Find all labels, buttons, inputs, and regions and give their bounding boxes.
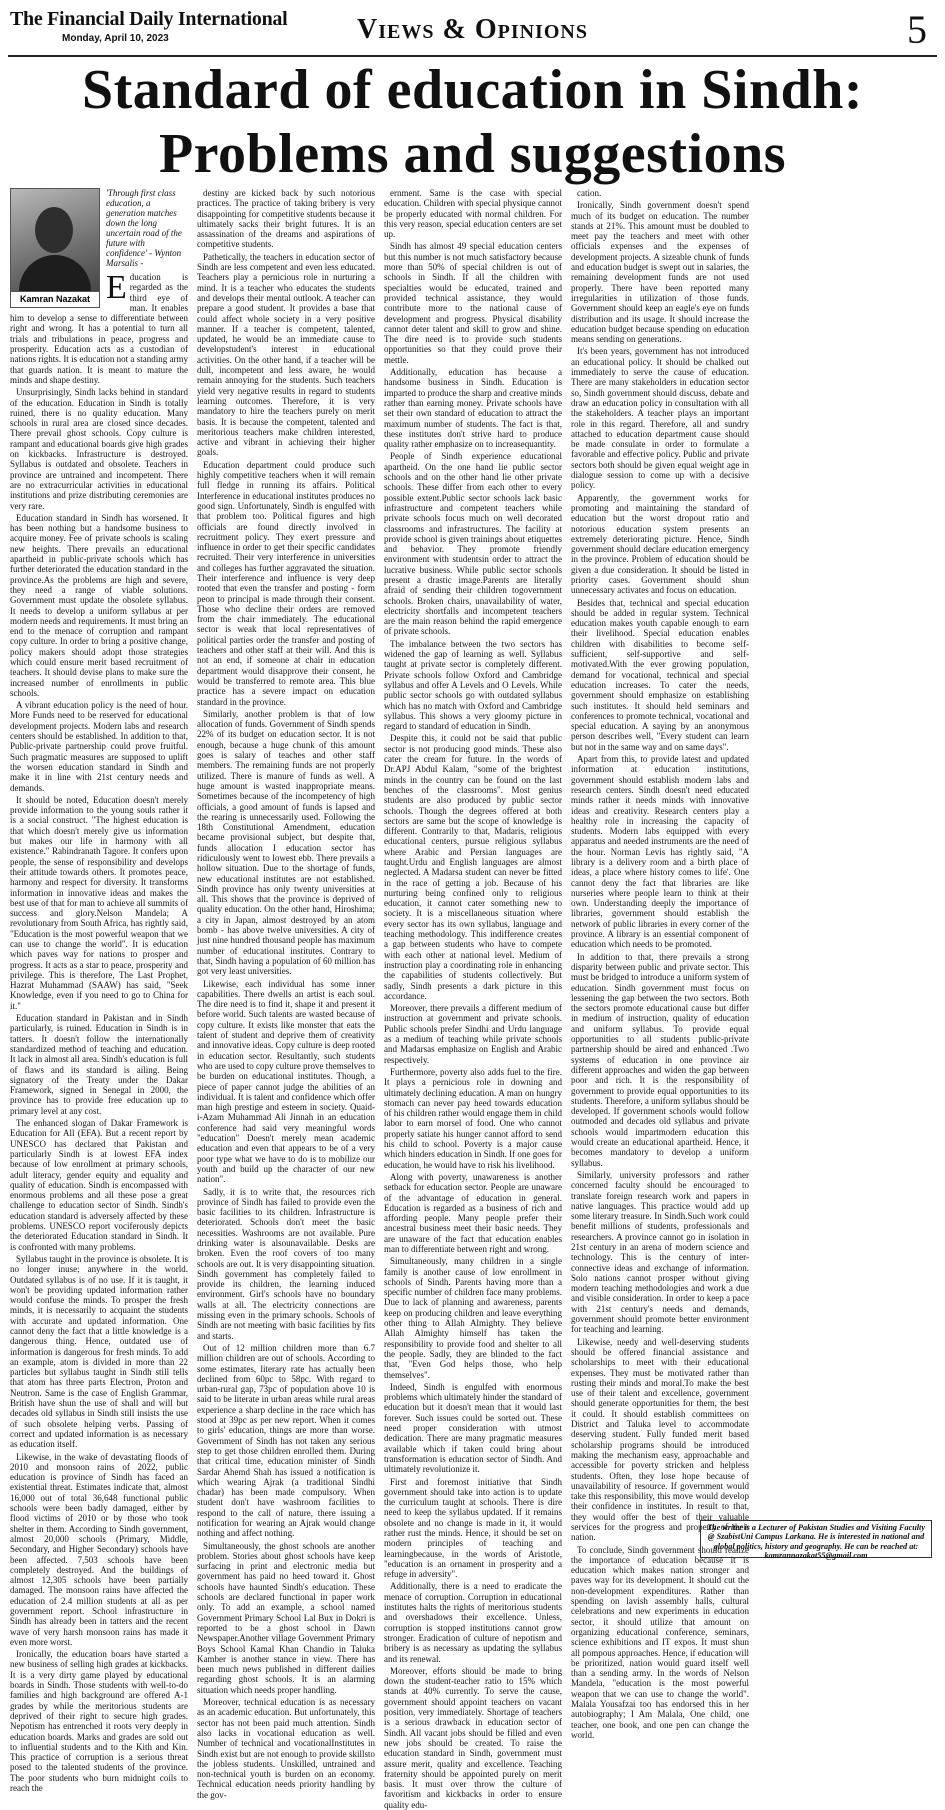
newspaper-name: The Financial Daily International bbox=[10, 8, 288, 30]
paragraph: ernment. Same is the case with special education. Children with special physique cannot be properly educated with normal children. For this very reason, special education centers are set up. bbox=[384, 188, 562, 240]
author-photo bbox=[10, 188, 100, 308]
paragraph: Likewise, each individual has some inner capabilities. There dwells an artist is each soul. The dire need is to find it, shape it and present it before world. Such talents are wasted because of copy culture. It exists like monster that eats the talent of student and deprive them of creativity and innovative ideas. Copy culture is deep rooted in education sector. Resultantly, such students who are used to copy culture prove themselves to be burden on educational institutes. Though, a piece of paper cannot judge the abilities of an individual. It is talent and confidence which offer man high prestige and esteem in society. Quaid-i-Azam Muhammad Ali Jinnah in an education conference had said very meaningful words "education" Doesn't merely mean academic education and even that appears to be of a very poor type what we have to do is to mobilize our youth and build up the character of our new nation". bbox=[197, 978, 375, 1185]
issue-date: Monday, April 10, 2023 bbox=[62, 33, 169, 44]
paragraph: Education standard in Pakistan and in Sindh particularly, is ruined. Education in Sindh is in tatters. It doesn't follow the internationally standardized method of teaching and education. It lack in almost all area. Sindh's education is full of flaws and its standard is ailing. Being signatory of the Treaty under the Dakar Framework, signed in Senegal in 2000, the province has to provide free education up to primary level at any cost. bbox=[10, 1013, 188, 1116]
paragraph: Syllabus taught in the province is obsolete. It is no longer inuse; anywhere in the world. Outdated syllabus is of no use. If it is taught, it won't be providing updated information rather would confuse the minds. To prosper the fresh minds, it is necessarily to acquaint the students with accurate and updated information. One cannot deny the fact that a little knowledge is a dangerous thing. Hence, outdated use of information is dangerous for fresh minds. To add an example, atom is divided in more than 22 particles but syllabus taught in Sindh still tells that atom has three parts Electron, Proton and Neutron. Same is the case of English Grammar, British have shun the use of shall and will but decades old syllabus in Sindh still insists the use of such obsolete helping verbs. Passing of correct and updated information is as necessary as education itself. bbox=[10, 1253, 188, 1450]
article-column-3 bbox=[384, 188, 562, 1810]
paragraph: Unsurprisingly, Sindh lacks behind in standard of the education. Education in Sindh is totally ruined, there is no quality education. Many schools in rural area are closed since decades. There prevail ghost schools. Copy culture is rampant and educational boards give high grades on kickbacks. Infrastructure is destroyed. Syllabus is outdated and obsolete. Teachers in province are untrained and incompetent. There are no extracurricular activities in educational institutions and prize distributing ceremonies are very rare. bbox=[10, 387, 188, 511]
section-title: Views & Opinions bbox=[357, 14, 588, 45]
author-photo-head bbox=[35, 207, 73, 253]
article-column-1 bbox=[10, 188, 188, 1794]
paragraph: Additionally, education has because a handsome business in Sindh. Education is imparted to produce the sharp and creative minds rather than earning money. Private schools have set their own standard of education to attract the maximum number of students. The fact is that, these institutes don't strive hard to produce quality rather emphasize on to increasequantity. bbox=[384, 367, 562, 450]
paragraph: Likewise, needy and well-deserving students should be offered financial assistance and scholarships to meet with their educational expenses. They must be motivated rather than rusting their minds and moral.To make the best use of their talent and excellence, government should generate opportunities for them, the best it could. It should establish committees on District and Taluka level to accommodate deserving student. Fully funded merit based scholarship programs should be introduced making the mechanism easy, approachable and accessible for poverty stricken and helpless students. Often, they lose hope because of unavailability of resource. If government would take this responsibility, this move would develop their confidence in institutes. In result to that, they would offer the best of their valuable services for the progress and property of their nation. bbox=[571, 1336, 749, 1543]
paragraph: To conclude, Sindh government should realize the importance of education because it is education which makes nation stronger and paves way for its development. It should cut the non-development expenditures. Rather than spending on lavish assembly halls, cultural celebrations and new experiments in education sector, it should utilize that amount on organizing educational conference, seminars, science exhibitions and IT expos. It must shun all pompous approaches. Hence, if education will be prioritized, nation would guard itself well than a sending army. In the words of Nelson Mandela, "education is the most powerful weapon that we can use to change the world". Malala Yousafzai too has endorsed this in her autobiography; I Am Malala, One child, one teacher, one book, and one pen can change the world. bbox=[571, 1544, 749, 1740]
paragraph: Despite this, it could not be said that public sector is not producing good minds. These also cater the cream for future. In the words of Dr.APJ Abdul Kalam, "some of the brightest minds in the country can be found on the last benches of the classrooms". Most genius students are also produced by public sector schools. Though the degrees offered at both sectors are same but the scope of knowledge is different. Contrarily to that, Madaris, religious educational centers, pursue religious syllabus where Arabic and Persian languages are taught.Urdu and English languages are almost neglected. A Madarsa student can never be fitted in the race of getting a job. Because of his nurturing being confined only to religious education, it cannot cater something new to society. It is a miscellaneous situation where every sector has its own syllabus, language and teaching methodology. This indifference creates a gap between students who have to compete with each other at national level. Medium of instruction play a coordinating role in enhancing the capabilities of students collectively. But sadly, Sindh presents a dark picture in this accordance. bbox=[384, 733, 562, 1001]
column-paragraphs bbox=[571, 188, 749, 1740]
paragraph: Similarly, university professors and rather concerned faculty should be encouraged to translate foreign research work and papers in native languages. This practice would add up some literary treasure. In Sindh.Such work could benefit millions of students, professionals and researchers. A province cannot go in isolation in 21st century in an arena of modern science and technology. This is the century of inter-connective ideas and exchange of information. Solo nations cannot prosper without giving modern teaching methodologies and work a due and visible consideration. In order to keep a pace with 21st century's needs and demands, government should promote better environment for teaching and learning. bbox=[571, 1169, 749, 1335]
article-column-2 bbox=[197, 188, 375, 1800]
paragraph: Moreover, efforts should be made to bring down the student-teacher ratio to 15% which stands at 40% currently. To serve the cause, government should appoint teachers on vacant position, very immediately. Shortage of teachers is a serious drawback in education sector of Sindh. All vacant jobs should be filled and even new jobs should be created. To raise the education standard in Sindh, government must assure merit, quality and excellence. Teaching fraternity should be appointed purely on merit basis. It must over throw the culture of favoritism and kickbacks in order to ensure quality edu- bbox=[384, 1665, 562, 1810]
paragraph: Apparently, the government works for promoting and maintaining the standard of education but the worst dropout ratio and notorious education system presents an extremely deteriorating picture. Hence, Sindh government should declare education emergency in the province. Problem of education should be given a due consideration. It should be listed in priority cases. Government should shun unnecessary activates and focus on education. bbox=[571, 492, 749, 596]
paragraph: Simultaneously, the ghost schools are another problem. Stories about ghost schools have keep surfacing in print and electronic media but government has paid no heed toward it. Ghost schools have haunted Sindh's education. These schools are declared functional in paper work only. To add an example, a school named Government Primary School Lal Bux in Dokri is reported to be a ghost school in Dawn Newspaper.Another village Government Primary Boys School Kamal Khan Chandio in Taluka Kamber is another stance in view. There has been much news published in different dailies regarding ghost schools. It is an alarming situation which needs proper handling. bbox=[197, 1540, 375, 1695]
paragraph: destiny are kicked back by such notorious practices. The practice of taking bribery is very disappointing for competitive students because it ultimately sacks their bright futures. It is an assassination of the dreams and aspirations of competitive students. bbox=[197, 188, 375, 250]
paragraph: A vibrant education policy is the need of hour. More Funds need to be reserved for educational development projects. Modern labs and research centers should be established. In addition to that, Public-private partnership could prove fruitful. Such pragmatic measures are supposed to uplift the worsen education standard in Sindh and make it in line with 21st century needs and demands. bbox=[10, 700, 188, 793]
paragraph: Furthermore, poverty also adds fuel to the fire. It plays a pernicious role in downing and ultimately declining education. A man on hungry stomach can never pay heed towards education of his children rather would engage them in child labor to earn morsel of food. One who cannot properly satiate his hunger cannot afford to send his child to school. Poverty is a major cause which hinders education in Sindh. If one goes for education, he would have to risk his livelihood. bbox=[384, 1066, 562, 1170]
paragraph: Similarly, another problem is that of low allocation of funds. Government of Sindh spends 22% of its budget on education sector. It is not enough, because a huge chunk of this amount goes is salary of teaches and other staff members. The remaining funds are not properly utilized. There is manure of funds as well. A huge amount is wasted inappropriate means. Sometimes because of the incompetency of high officials, a good amount of funds is lapsed and the rearing is unnecessarily used. Following the 18th Constitutional Amendment, education became provisional subject, but despite that, funds allocation I education sector has ridiculously went to lowest ebb. There prevails a hollow situation. Due to the shortage of funds, new educational institutes are not established. Sindh province has only twenty universities at all. This shows that the province is deprived of quality education. On the other hand, Hiroshima; a city in Japan, almost destroyed by an atom bomb - has above twelve universities. A city of just nine hundred thousand people has maximum number of educational institutes. Contrary to that, Sindh having a population of 60 million has got very least universities. bbox=[197, 708, 375, 977]
paragraph: Apart from this, to provide latest and updated information at education institutions, government should establish modern labs and research centers. Sindh doesn't need educated minds rather it needs minds with innovative ideas and creativity. Research centers play a healthy role in increasing the capacity of students. Modern labs equipped with every apparatus and needed instruments are the need of the hour. Norman Levis has rightly said, "A library is a delivery room and a birth place of ideas, a place where history comes to life'. One cannot deny the fact that libraries are like nurseries where people learn to think at their own. Understanding deeply the importance of libraries, government should establish the network of public libraries in every corner of the province. A library is an essential component of education which needs to be promoted. bbox=[571, 754, 749, 950]
column-paragraphs bbox=[197, 188, 375, 1800]
paragraph: Additionally, there is a need to eradicate the menace of corruption. Corruption in educational institutes halts the rights of meritorious students and overshadows their excellence. Unless, corruption is stopped institutions cannot grow stronger. Eradication of culture of nepotism and bribery is as necessary as updating the syllabus and its renewal. bbox=[384, 1581, 562, 1664]
author-name-caption: Kamran Nazakat bbox=[11, 291, 99, 307]
paragraph: Simultaneously, many children in a single family is another cause of low enrollment in schools of Sindh. Parents having more than a specific number of children face many problems. Due to lack of planning and awareness, parents keep on producing children and leave everything other thing to Allah Almighty. They believe Allah Almighty himself has taken the responsibility to provide food and shelter to all the people. Sadly, they are blinded to the fact that, "Even God helps those, who help themselves". bbox=[384, 1256, 562, 1380]
column-paragraphs bbox=[10, 269, 188, 1794]
paragraph: It should be noted, Education doesn't merely provide information to the young souls rather it is a social construct. "The highest education is that which doesn't merely give us information but makes our life in harmony with all existence." Rabindranath Tagore. It confers upon people, the sense of responsibility and develops their attitude towards others. It promotes peace, harmony and respect for diversity. It transforms information in innovative ideas and makes the best use of that for man to achieve all summits of success and glory.Nelson Mandela; A revolutionary from South Africa, has rightly said, "Education is the most powerful weapon that we can use to change the world". It is education which paves way for nations to prosper and progress. It acts as a star to peace, prosperity and privilege. This is therefore, The Last Prophet, Hazrat Muhammad (SAAW) has said, "Seek Knowledge, even if you need to go to China for it." bbox=[10, 794, 188, 1011]
paragraph: Pathetically, the teachers in education sector of Sindh are less competent and even less educated. Teachers play a pernicious role in nurturing a mind. It is a teacher who educates the students and develops their mental outlook. A teacher can prepare a good student. It provides a base that could affect whole society in a very positive manner. If a teacher is competent, talented, updated, he would be an immediate cause to developstudent's interest in educational activities. On the other hand, if a teacher will be dull, incompetent and less aware, he would remain annoying for the students. Such teachers yield very negative results in regard to students learning outcomes. Therefore, it is very mandatory to hire the teachers purely on merit basis. It is because the competent, talented and meritorious teachers make children interested, active and vibrant in achieving their higher goals. bbox=[197, 251, 375, 458]
pull-quote: 'Through first class education, a generation matches down the long uncertain road of the future with confidence' - Wynton Marsalis - bbox=[106, 188, 182, 268]
paragraph: Besides that, technical and special education should be added in regular system. Technical education makes youth capable enough to earn their livelihood. Special education enables children with disabilities to become self-sufficient, self-supportive and self-motivated.With the ever growing population, demand for vocational, technical and special education increases. To cater the needs, government should emphasize on establishing such institutes. It should held seminars and conferences to promote technical, vocational and special education. A saying by an anonymous person describes well, "Every student can learn but not in the same way and on same days". bbox=[571, 597, 749, 752]
paragraph: Moreover, there prevails a different medium of instruction at government and private schools. Public schools prefer Sindhi and Urdu language as a medium of teaching while private schools and Madarsas emphasize on English and Arabic respectively. bbox=[384, 1003, 562, 1065]
paragraph: Out of 12 million children more than 6.7 million children are out of schools. According to some estimates, literary rate has actually been declined from 60pc to 58pc. With regard to urban-rural gap, 73pc of population above 10 is said to be literate in urban areas while rural areas experience a sharp decline in the race which has stood at 39pc as per new report. When it comes to girls' education, things are more than worse. Government of Sindh has not taken any serious step to get those children enrolled them. During that critical time, education minister of Sindh Sardar Ahemd Shah has issued a notification is which wearing Ajrak (a traditional Sindhi chadar) has been made compulsory. When student don't have washroom facilities to respond to the call of nature, there issuing a notification for wearing an Ajrak would change nothing and affect nothing. bbox=[197, 1342, 375, 1539]
paragraph: Ironically, Sindh government doesn't spend much of its budget on education. The number stands at 21%. This amount must be doubled to meet pay the teachers and meet with other officials expenses and the expenses of development projects. A sizeable chunk of funds and education budget is swept out in salaries, the remaining development funds are not used properly. There have been reported many irregularities in utilization of those funds. Government should keep an eagle's eye on funds distribution and its usage. It should increase the education budget because spending on education means sending on generations. bbox=[571, 200, 749, 345]
paragraph: The enhanced slogan of Dakar Framework is Education for All (EFA). But a recent report by UNESCO has declared that Pakistan and particularly Sindh is at lowest EFA index because of low enrollment at primary schools, adult literacy, gender equity and equality and quality of education. Sindh is encompassed with enormous problems and all these pose a great challenge to education sector of Sindh. Sindh's education standard is adversely affected by these problems. UNESCO report vociferously depicts the deteriorated Education standard in Sindh. It is confronted with many problems. bbox=[10, 1118, 188, 1252]
paragraph: Education department could produce such highly competitive teachers when it will remain full fledge in running its affairs. Political Interference in educational institutes produces no good sign. Unfortunately, Sindh is engulfed with that problem too. Political figures and high officials are found directly involved in recruitment policy. They exert pressure and influence in order to get their specific candidates recruited. Their very interference in universities and colleges has further aggravated the situation. Their interference and influence is very deep rooted that even the transfer and posting - form peon to principal is made through their consent. Those who decline their orders are removed from the chair immediately. The educational sector is weak that local representatives of political parties order the transfer and posting of teachers and other staff at their will. And this is not an end, if someone at chair in education department would disapprove their consent, he would be transferred to remote area. This blue practice has a severe impact on education standard in the province. bbox=[197, 459, 375, 707]
headline-line-1: Standard of education in Sindh: bbox=[81, 59, 864, 121]
paragraph: Sadly, it is to write that, the resources rich province of Sindh has failed to provide even the basic facilities to its children. Infrastructure is deteriorated. Schools don't meet the basic necessities. Washrooms are not available. Pure drinking water is alsounavailable. Desks are broken. Even the roof covers of too many schools are out. It is very disappointing situation. Sindh government has completely failed to provide its children, the learning induced environment. Girl's schools have no boundary walls at all. The electricity connections are missing even in the primary schools. Schools of Sindh are not meeting with basic facilities by fits and starts. bbox=[197, 1186, 375, 1341]
headline bbox=[0, 58, 945, 186]
paragraph: Indeed, Sindh is engulfed with enormous problems which ultimately hinder the standard of education but it doesn't mean that it would last forever. Such issues could be sorted out. These need proper consideration with utmost dedication. There are many pragmatic measures available which if taken could bring about transformation is education sector of Sindh. And ultimately revolutionize it. bbox=[384, 1381, 562, 1475]
masthead bbox=[0, 0, 945, 50]
paragraph: Education is regarded as the third eye of man. It enables him to develop a sense to differentiate between right and wrong. It has a potential to turn all trials and tribulations in peace, progress and prosperity. Education acts as a custodian of nations rights. It is education not a standing army that guards nation. It is meant to mature the minds and shape destiny. bbox=[10, 269, 188, 385]
paragraph: In addition to that, there prevails a strong disparity between public and private sector. This must be bridged to introduce a uniform system of education. Sindh government must focus on lessening the gap between the two sectors. Both the sectors promote educational cause but differ in medium of instruction, quality of education and uniform syllabus. To provide equal opportunities to all students public-private partnership should be aired and enhanced .Two systems of education in one province air different approaches and widen the gap between poor and rich. It is the responsibility of government to provide equal opportunities to its students. Therefore, a uniform syllabus should be developed. If government schools would follow outmoded and decades old syllabus and private schools would impartmodern education this would create an educational apartheid. Hence, it becomes mandatory to develop a uniform syllabus. bbox=[571, 951, 749, 1168]
paragraph: People of Sindh experience educational apartheid. On the one hand lie public sector schools and on the other hand lie other private schools. These differ from each other to every possible extent.Public sector schools lack basic infrastructure and competent teachers while private schools focus much on well decorated classrooms and infrastructures. The facility at provide school is given trainings about etiquettes and behavior. They promote friendly environment with studentsin order to attract the lucrative business. While public sector schools present a drastic image.Parents are literally afraid of sending their children togovernment schools. Broken chairs, unavailability of water, electricity shortfalls and incompetent teachers are the main reason behind the rapid emergence of private schools. bbox=[384, 451, 562, 637]
headline-line-2: Problems and suggestions bbox=[158, 123, 787, 185]
paragraph: Along with poverty, unawareness is another setback for education sector. People are unaware of the advantage of education in general. Education is regarded as a business of rich and affording people. Many people prefer their ancestral business meet their basic needs. They are unaware of the fact that education enables man to differentiate between right and wrong. bbox=[384, 1171, 562, 1254]
author-bio-box: The writer is a Lecturer of Pakistan Studies and Visiting Faculty @ SzabistUni Campus Larkana. He is interested in national and global politics, history and geography. He can be reached at: kamrannazakat55@gmail.com bbox=[700, 1520, 932, 1558]
drop-cap: E bbox=[106, 269, 127, 306]
paragraph: Ironically, the education boars have started a new business of selling high grades at kickbacks. It is a very dirty game played by educational boards in Sindh. Those students with well-to-do families and high background are offered A-1 grades by while the meritorious students are deprived of their right to secure high grades. Nepotism has entrenched it roots very deeply in education boards. Marks and grades are sold out to influential students and to the Kith and Kin. This practice of corruption is a serious threat posed to the talented students of the province. The poor students who burn midnight coils to reach the bbox=[10, 1649, 188, 1794]
column-paragraphs bbox=[384, 188, 562, 1810]
paragraph: The imbalance between the two sectors has widened the gap of learning as well. Syllabus taught at private sector is completely different. Private schools follow Oxford and Cambridge syllabus and offer A Levels and O Levels. While public sector schools go with outdated syllabus which has no match with Oxford and Cambridge syllabus. This shows a very gloomy picture in regard to standard of education in Sindh. bbox=[384, 638, 562, 732]
paragraph: Sindh has almost 49 special education centers but this number is not much satisfactory because more than 50% of special children is out of schools in Sindh. If all the children with specialties would be educated, trained and provided technical assistance, they would contribute more to the national cause of development and progress. Physical disability cannot deter talent and skill to grow and shine. The dire need is to provide such students opportunities so that they could prove their mettle. bbox=[384, 241, 562, 365]
paragraph: cation. bbox=[577, 188, 602, 198]
paragraph: Moreover, technical education is as necessary as an academic education. But unfortunately, this sector has not been paid much attention. Sindh also lacks in vocational education as well. Number of technical and vocationalInstitutes in Sindh exist but are not enough to provide skillsto the jobless students. Unskilled, untrained and non-technical youth is burden on an economy. Technical education needs priority handling by the gov- bbox=[197, 1697, 375, 1800]
article-column-4 bbox=[571, 188, 749, 1740]
paragraph: First and foremost initiative that Sindh government should take into action is to update the curriculum taught at schools. There is dire need to keep the syllabus updated. If it remains obsolete and no change is made in it, it would rather rust the minds. Hence, it should be set on modern principles of teaching and learningbecause, in the words of Aristotle, "education is an ornament in prosperity and a refuge in adversity". bbox=[384, 1476, 562, 1580]
header-rule bbox=[8, 55, 937, 57]
paragraph: Education standard in Sindh has worsened. It has been nothing but a handsome business to acquire money. Fee of private schools is scaling new heights. There prevails an educational apartheid in public-private schools which has further deteriorated the education standard in the province.As the problems are high and severe, they need a range of viable solutions. Government must update the obsolete syllabus. It needs to develop a uniform syllabus at per modern needs and requirements. It must bring an end to the menace of corruption and rampant copy culture. In order to bring a positive change, policy makers should adopt those strategies which could ensure merit based recruitment of teachers. It should devise plans to make sure the increased number of enrollments in public schools. bbox=[10, 512, 188, 698]
paragraph: It's been years, government has not introduced an educational policy. It should be chalked out immediately to serve the cause of education. There are many stakeholders in education sector so, Sindh government should discuss, debate and draw an education policy in consultation with all the stakeholders. A teacher plays an important role in this regard. Therefore, all and sundry attached to education department cause should be made consulate in order to formulate a favorable and effective policy. Public and private sectors both should be given equal weight age in dialogue session to come up with a decisive policy. bbox=[571, 346, 749, 491]
page-number: 5 bbox=[907, 7, 927, 52]
paragraph: Likewise, in the wake of devastating floods of 2010 and monsoon rains of 2022, public education is province of Sindh has faced an existential threat. Estimates indicate that, almost 16,000 out of total 36,648 functional public schools were been badly damaged, either by flood victims of 2010 or by those who took shelter in them. According to Sindh government, almost 20,000 schools (Primary, Middle, Secondary, and Higher Secondary) schools have been affected. 7,503 schools have been completely destroyed. And the buildings of almost 12,305 schools have been partially damaged. The monsoon rains have affected the education of 2.4 million students at all as per government report. School infrastructure in Sindh has already been in tatters and the recent wave of very harsh monsoon rains has made it even more worst. bbox=[10, 1451, 188, 1647]
